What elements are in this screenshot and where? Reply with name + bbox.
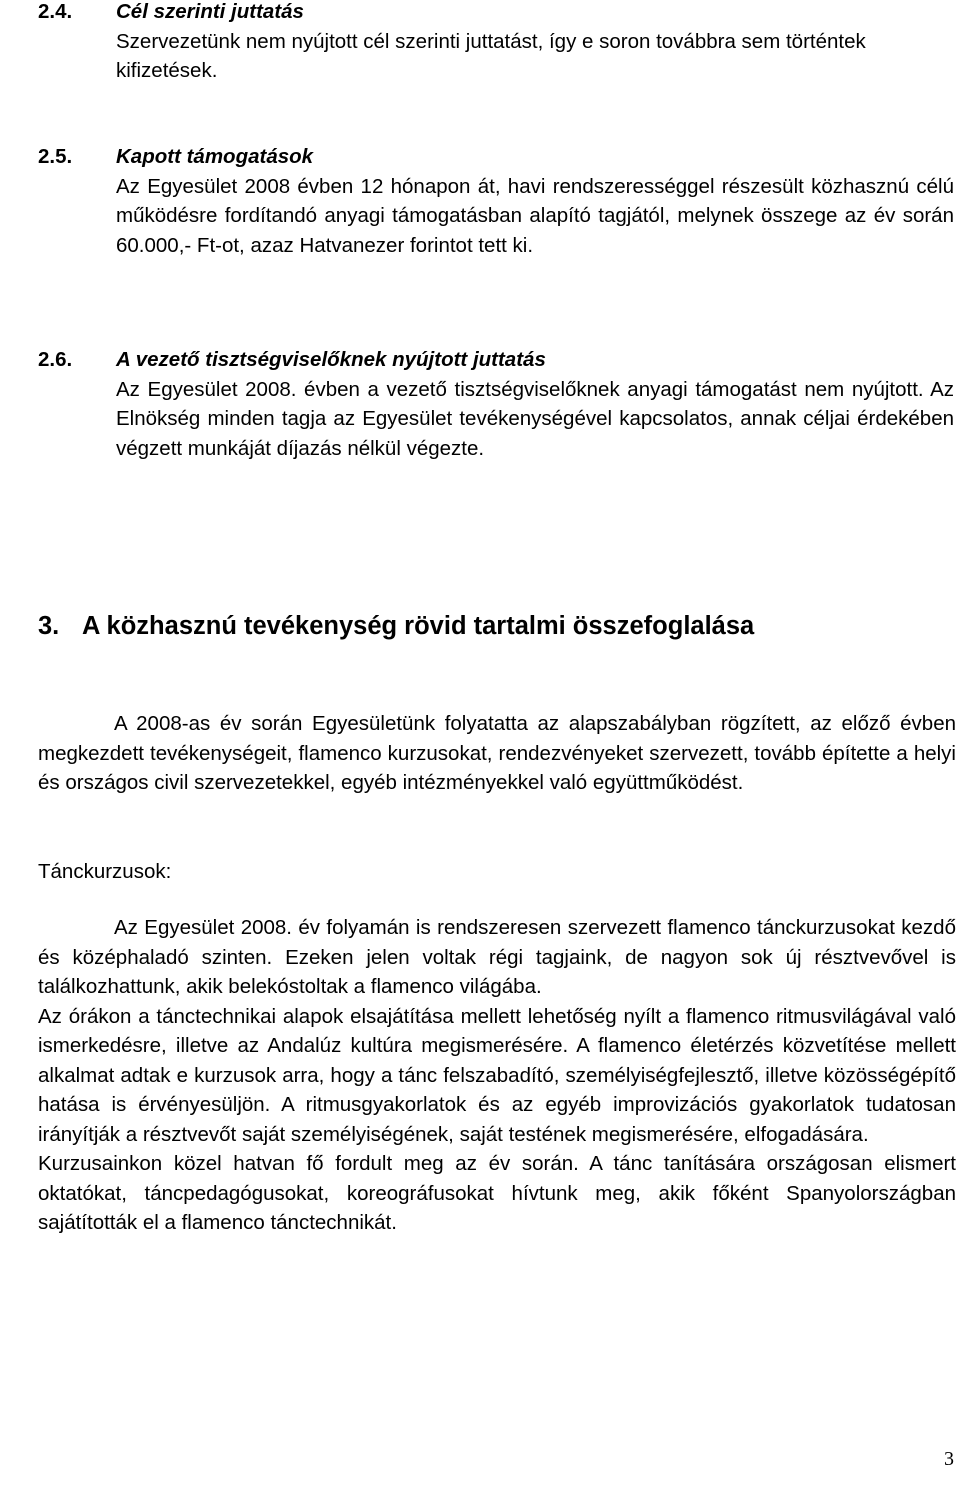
section-body: [116, 0, 954, 86]
section-title: A közhasznú tevékenység rövid tartalmi összefoglalása: [82, 612, 755, 640]
section-text: Szervezetünk nem nyújtott cél szerinti juttatást, így e soron továbbra sem történtek kifizetések.: [116, 29, 866, 82]
section-number: 2.4.: [38, 0, 73, 23]
section-title: A vezető tisztségviselőknek nyújtott juttatás: [116, 348, 546, 371]
section-body: [116, 345, 954, 463]
paragraph-3: Kurzusainkon közel hatvan fő fordult meg az év során. A tánc tanítására országosan elismert oktatókat, táncpedagógusokat, koreográfusokat hívtunk meg, akik főként Spanyolországban sajátították el a flamenco tánctechnikát.: [38, 1152, 956, 1234]
intro-paragraph: A 2008-as év során Egyesületünk folyatatta az alapszabályban rögzített, az előző évben megkezdett tevékenységeit, flamenco kurzusokat, rendezvényeket szervezett, tovább építette a helyi és országos civil szervezetekkel, egyéb intézményekkel való együttműködést.: [38, 712, 956, 794]
section-number: 2.6.: [38, 348, 73, 371]
section-text: Az Egyesület 2008. évben a vezető tisztségviselőknek anyagi támogatást nem nyújtott. Az Elnökség minden tagja az Egyesület tevékenységével kapcsolatos, annak céljai érdekében végzett munkáját díjazás nélkül végezte.: [116, 377, 954, 460]
paragraph-2: Az órákon a tánctechnikai alapok elsajátítása mellett lehetőség nyílt a flamenco ritmusvilágával való ismerkedésre, illetve az Andalúz kultúra megismerésére. A flamenco életérzés közvetítése mellett alkalmat adtak e kurzusok arra, hogy a tánc felszabadító, személyiségfejlesztő, illetve közösségépítő hatása is érvényesüljön. A ritmusgyakorlatok és az egyéb improvizációs gyakorlatok tudatosan irányítják a résztvevőt saját személyiségének, saját testének megismerésére, elfogadására.: [38, 1004, 956, 1146]
section-title: Kapott támogatások: [116, 145, 314, 168]
section-number: 2.5.: [38, 145, 73, 168]
section-text: Az Egyesület 2008 évben 12 hónapon át, havi rendszerességgel részesült közhasznú célú működésre fordítandó anyagi támogatásban alapító tagjától, melynek összege az év során 60.000,- Ft-ot, azaz Hatvanezer forintot tett ki.: [116, 174, 954, 257]
tanckurzusok-heading: Tánckurzusok:: [38, 860, 172, 883]
section-number: 3.: [38, 612, 60, 640]
section-body: [116, 142, 954, 260]
section-3-heading: [38, 609, 754, 643]
section-3-intro: [38, 709, 956, 798]
tanckurzusok-body: [38, 913, 956, 1238]
paragraph-1: Az Egyesület 2008. év folyamán is rendszeresen szervezett flamenco tánckurzusokat kezdő és középhaladó szinten. Ezeken jelen voltak régi tagjaink, de nagyon sok új résztvevővel is találkozhattunk, akik belekóstoltak a flamenco világába.: [38, 916, 956, 998]
section-title: Cél szerinti juttatás: [116, 0, 304, 23]
page-number: 3: [944, 1448, 954, 1470]
